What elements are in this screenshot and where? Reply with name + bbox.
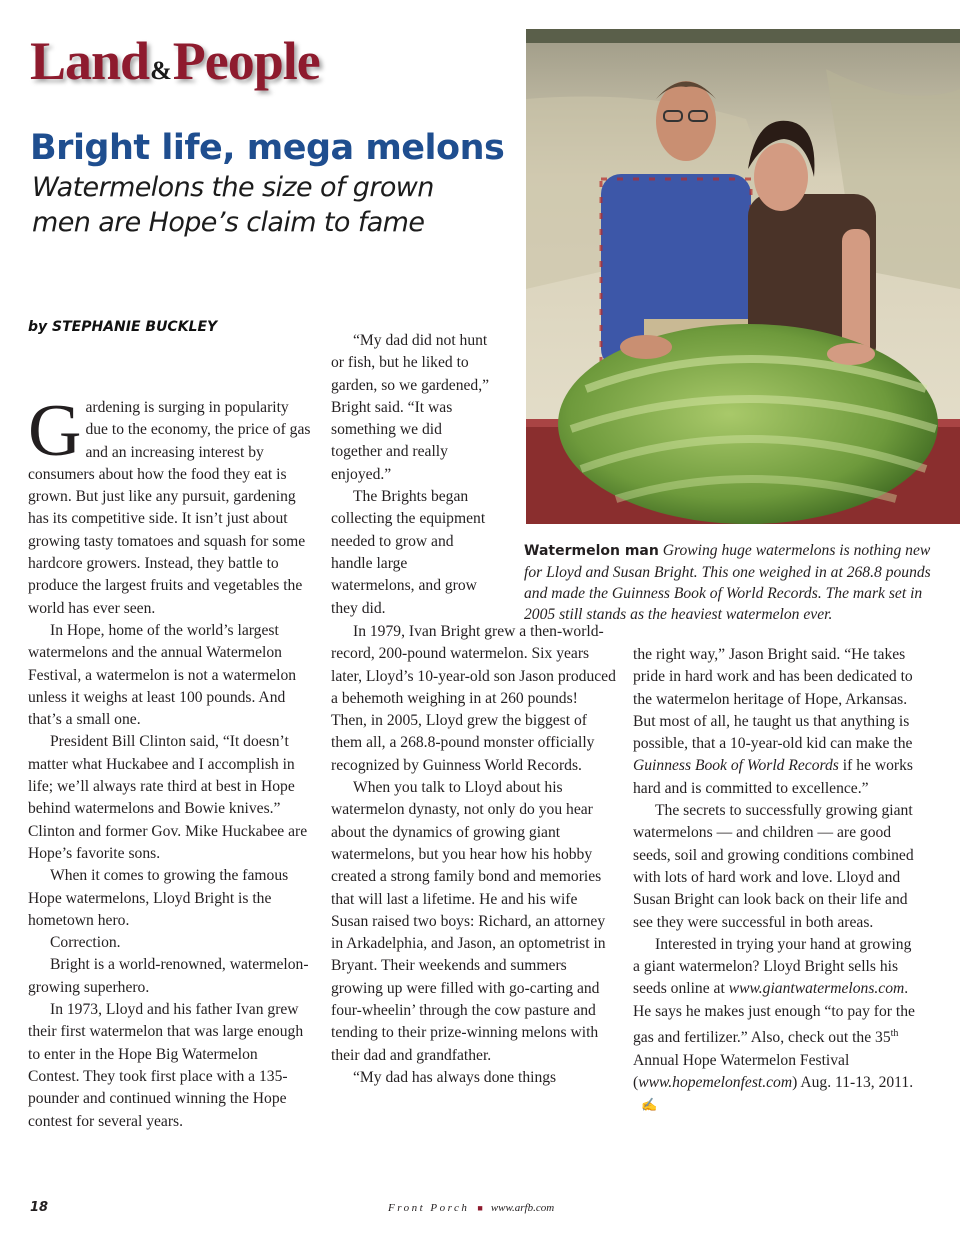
paragraph-text: Interested in trying your hand at growing a giant watermelon? Lloyd Bright sells his seeds online at — [633, 935, 912, 998]
paragraph-text: . He says he makes just enough “to pay for the gas and fertilizer.” Also, check out the 35 — [633, 980, 915, 1047]
paragraph-text: ardening is surging in popularity due to the economy, the price of gas and an increasing interest by consumers about how the food they eat is grown. But just like any pursuit, gardening has its competitive side. It isn’t just about growing tasty tomatoes and squash for some hardcore growers. Instead, they battle to produce the largest fruits and vegetables the world has ever seen. — [28, 399, 311, 617]
paragraph — [633, 934, 918, 1117]
article-column-2 — [331, 621, 616, 1089]
paragraph: When you talk to Lloyd about his watermelon dynasty, not only do you hear about the dynamics of growing giant watermelons, but you hear how his hobby created a strong family bond and memories that will last a lifetime. He and his wife Susan raised two boys: Richard, an attorney in Arkadelphia, and Jason, an optometrist in Bryant. Their weekends and summers growing up were filled with go-carting and four-wheelin’ through the cow pasture and tending to their prize-winning melons with their dad and grandfather. — [331, 779, 606, 1064]
caption-text-b: . The mark set in 2005 still stands as the heaviest watermelon ever. — [524, 585, 923, 623]
book-title: Guinness Book of World Records — [633, 757, 839, 775]
caption-text-italic: Guinness Book of World Records — [611, 585, 818, 602]
article-headline: Bright life, mega melons — [30, 128, 505, 168]
page-number: 18 — [30, 1200, 49, 1215]
paragraph-text: Annual Hope Watermelon Festival ( — [633, 1051, 850, 1091]
drop-cap: G — [28, 390, 82, 472]
paragraph: The Brights began collecting the equipment needed to grow and handle large watermelons, and grow they did. — [331, 488, 486, 617]
article-subhead: Watermelons the size of grown men are Hope’s claim to fame — [32, 172, 434, 238]
masthead-people: People — [172, 31, 320, 91]
paragraph-text: the right way,” Jason Bright said. “He takes pride in hard work and has been dedicated to the watermelon heritage of Hope, Arkansas. But most of all, he taught us that anything is possible, that a 10-year-old kid can make the — [633, 646, 913, 753]
masthead-ampersand: & — [150, 56, 172, 85]
seeds-website-link[interactable]: www.giantwatermelons.com — [728, 980, 905, 998]
paragraph: President Bill Clinton said, “It doesn’t matter what Huckabee and I accomplish in life; we’ll always rate third at best in Hope behind watermelons and Bowie knives.” Clinton and former Gov. Mike Huckabee are Hope’s favorite sons. — [28, 733, 308, 862]
paragraph — [28, 390, 313, 620]
footer-url[interactable]: www.arfb.com — [490, 1202, 555, 1214]
article-column-1 — [28, 390, 313, 1133]
paragraph: The secrets to successfully growing giant watermelons — and children — are good seeds, soil and growing conditions combined with lots of hard work and love. Lloyd and Susan Bright can look back on their life and see they were successful in both areas. — [633, 802, 914, 931]
paragraph: In Hope, home of the world’s largest watermelons and the annual Watermelon Festival, a watermelon is not a watermelon unless it weighs at least 100 pounds. And that’s a small one. — [28, 621, 297, 729]
festival-website-link[interactable]: www.hopemelonfest.com — [638, 1073, 793, 1091]
ordinal-suffix: th — [890, 1028, 899, 1040]
paragraph: In 1973, Lloyd and his father Ivan grew their first watermelon that was large enough to enter in the Hope Big Watermelon Contest. They took first place with a 135-pounder and continued winning the Hope contest for several years. — [28, 1001, 304, 1130]
footer-separator-icon: ■ — [477, 1203, 483, 1213]
article-byline: by STEPHANIE BUCKLEY — [28, 319, 218, 335]
paragraph — [633, 644, 918, 800]
masthead-logo — [30, 30, 320, 94]
paragraph: Bright is a world-renowned, watermelon-growing superhero. — [28, 956, 309, 996]
watermelon-photo-illustration — [526, 29, 960, 524]
page-footer — [388, 1202, 554, 1214]
publication-name: Front Porch — [388, 1202, 470, 1214]
paragraph: Correction. — [50, 934, 121, 952]
caption-title: Watermelon man — [524, 543, 659, 559]
paragraph: When it comes to growing the famous Hope watermelons, Lloyd Bright is the hometown hero. — [28, 867, 289, 929]
paragraph: “My dad has always done things — [353, 1068, 557, 1086]
paragraph: In 1979, Ivan Bright grew a then-world-record, 200-pound watermelon. Six years later, Lloyd’s 10-year-old son Jason produced a behemoth weighing in at 260 pounds! Then, in 2005, Lloyd grew the biggest of them all, a 268.8-pound monster officially recognized by Guinness World Records. — [331, 623, 616, 774]
end-of-story-icon: ✍ — [641, 1097, 658, 1113]
article-column-2-top — [331, 330, 493, 620]
article-photo — [526, 29, 960, 524]
caption-text-a: Growing huge watermelons is nothing new for Lloyd and Susan Bright. This one weighed in at 268.8 pounds and made the — [524, 542, 931, 602]
photo-caption — [524, 540, 944, 625]
paragraph: “My dad did not hunt or fish, but he liked to garden, so we gardened,” Bright said. “It was something we did together and really enjoyed.” — [331, 332, 490, 483]
article-column-3 — [633, 644, 918, 1116]
paragraph-text: if he works hard and is committed to excellence.” — [633, 757, 913, 797]
paragraph-text: ) Aug. 11-13, 2011. — [792, 1073, 914, 1091]
masthead-land: Land — [30, 31, 150, 91]
